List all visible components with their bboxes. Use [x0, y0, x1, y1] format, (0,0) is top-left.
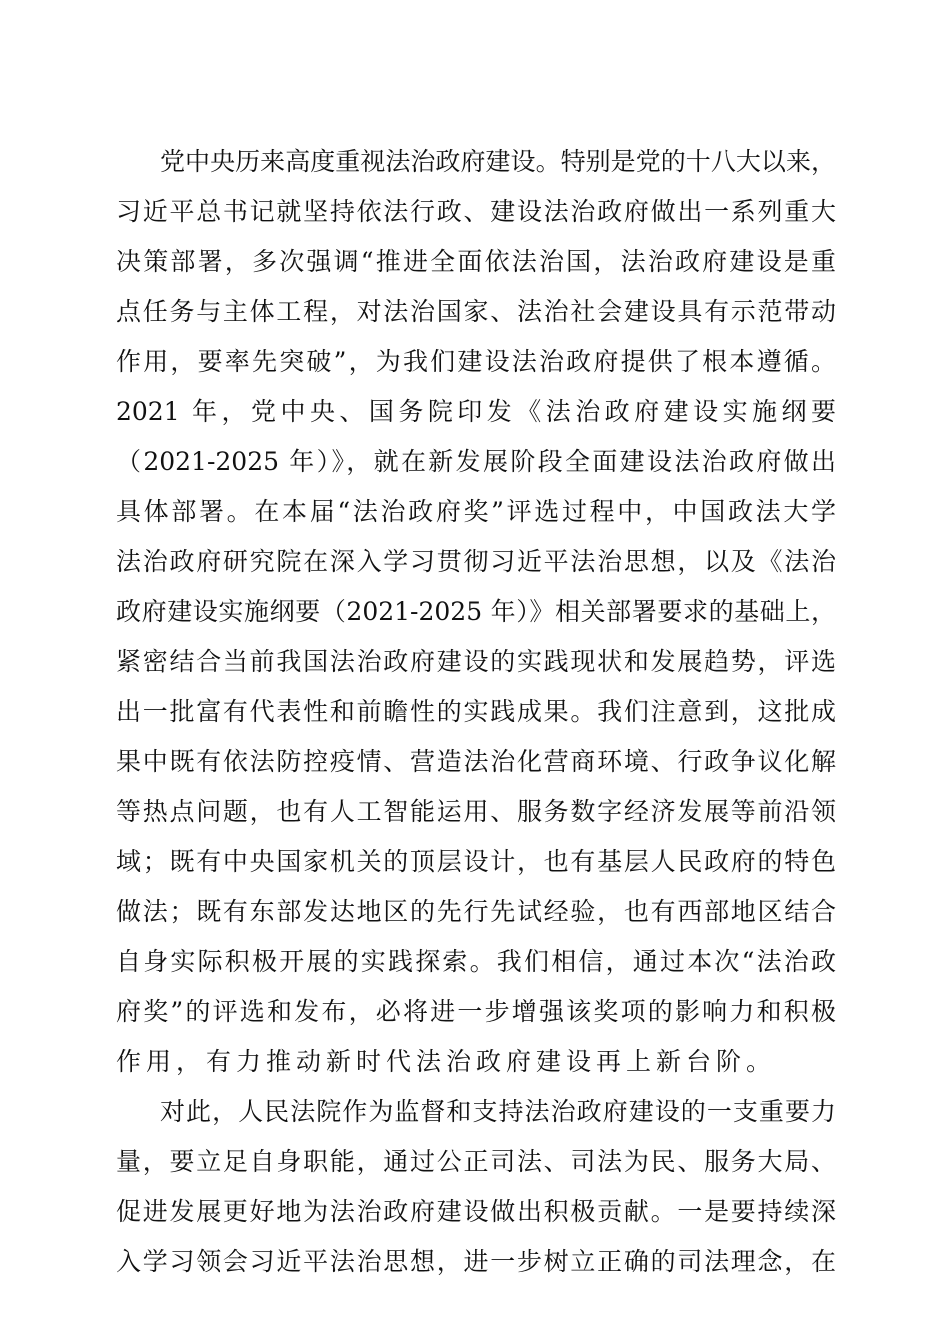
text-line: 出一批富有代表性和前瞻性的实践成果。我们注意到，这批成	[116, 697, 836, 726]
text-line: 对此，人民法院作为监督和支持法治政府建设的一支重要力	[160, 1097, 836, 1126]
text-line: 具体部署。在本届“法治政府奖”评选过程中，中国政法大学	[116, 497, 836, 526]
text-line: 做法；既有东部发达地区的先行先试经验，也有西部地区结合	[116, 897, 836, 926]
text-line: 入学习领会习近平法治思想，进一步树立正确的司法理念，在	[116, 1247, 836, 1276]
text-line: 自身实际积极开展的实践探索。我们相信，通过本次“法治政	[116, 947, 836, 976]
text-line: 域；既有中央国家机关的顶层设计，也有基层人民政府的特色	[116, 847, 836, 876]
text-line: 决策部署，多次强调“推进全面依法治国，法治政府建设是重	[116, 247, 836, 276]
text-line: 法治政府研究院在深入学习贯彻习近平法治思想，以及《法治	[116, 547, 836, 576]
text-line: 习近平总书记就坚持依法行政、建设法治政府做出一系列重大	[116, 197, 836, 226]
text-line: 2021 年，党中央、国务院印发《法治政府建设实施纲要	[116, 397, 836, 426]
text-line: 量，要立足自身职能，通过公正司法、司法为民、服务大局、	[116, 1147, 836, 1176]
body-text	[116, 137, 836, 1287]
text-line: 作用，有力推动新时代法治政府建设再上新台阶。	[116, 1047, 777, 1076]
paragraph-1	[116, 137, 836, 1087]
text-line: 府奖”的评选和发布，必将进一步增强该奖项的影响力和积极	[116, 997, 836, 1026]
text-line: 作用，要率先突破”，为我们建设法治政府提供了根本遵循。	[116, 347, 836, 376]
text-line: 果中既有依法防控疫情、营造法治化营商环境、行政争议化解	[116, 747, 836, 776]
text-line: 党中央历来高度重视法治政府建设。特别是党的十八大以来，	[160, 147, 836, 176]
text-line: 促进发展更好地为法治政府建设做出积极贡献。一是要持续深	[116, 1197, 836, 1226]
paragraph-2	[116, 1087, 836, 1287]
text-line: 紧密结合当前我国法治政府建设的实践现状和发展趋势，评选	[116, 647, 836, 676]
text-line: （2021-2025 年）》，就在新发展阶段全面建设法治政府做出	[116, 447, 836, 476]
text-line: 政府建设实施纲要（2021-2025 年）》相关部署要求的基础上，	[116, 597, 836, 626]
text-line: 点任务与主体工程，对法治国家、法治社会建设具有示范带动	[116, 297, 836, 326]
text-line: 等热点问题，也有人工智能运用、服务数字经济发展等前沿领	[116, 797, 836, 826]
